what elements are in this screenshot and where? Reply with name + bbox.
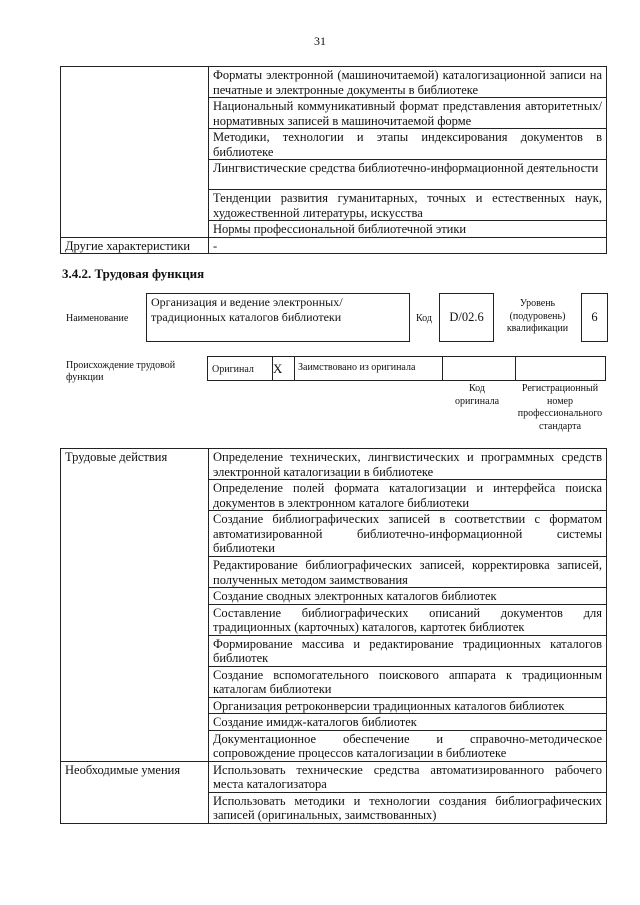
action-item: Создание библиографических записей в соответствии с форматом автоматизированной библиотечно-информационной системы библиотеки	[209, 511, 607, 557]
action-item: Создание сводных электронных каталогов библиотек	[209, 588, 607, 605]
skills-label: Необходимые умения	[61, 761, 209, 823]
knowledge-item: Нормы профессиональной библиотечной этики	[209, 221, 607, 238]
knowledge-item: Форматы электронной (машиночитаемой) каталогизационной записи на печатные и электронные документы в библиотеке	[209, 67, 607, 98]
level-box	[581, 293, 608, 342]
page-number: 31	[314, 34, 326, 48]
function-name-value: Организация и ведение электронных/традиционных каталогов библиотеки	[151, 295, 343, 324]
origin-label: Происхождение трудовой функции	[66, 360, 176, 383]
borrowed-label: Заимствовано из оригинала	[298, 362, 416, 373]
level-value: 6	[591, 310, 598, 324]
action-item: Организация ретроконверсии традиционных каталогов библиотек	[209, 697, 607, 714]
skill-item: Использовать методики и технологии создания библиографических записей (оригинальных, заимствованных)	[209, 792, 607, 823]
reg-number-caption: Регистрационный номер профессионального стандарта	[517, 383, 603, 432]
table-label-cell	[61, 67, 209, 238]
action-item: Определение полей формата каталогизации и интерфейса поиска документов в электронном каталоге библиотеки	[209, 480, 607, 511]
other-characteristics-value: -	[209, 237, 607, 254]
knowledge-table-continued	[60, 66, 607, 254]
action-item: Составление библиографических описаний документов для традиционных (карточных) каталогов, картотек библиотек	[209, 604, 607, 635]
code-label: Код	[416, 313, 432, 324]
skill-item: Использовать технические средства автоматизированного рабочего места каталогизатора	[209, 761, 607, 792]
code-box	[439, 293, 494, 342]
original-mark: X	[273, 361, 283, 376]
action-item: Документационное обеспечение и справочно-методическое сопровождение процессов каталогизации в библиотеке	[209, 730, 607, 761]
action-item: Создание имидж-каталогов библиотек	[209, 714, 607, 731]
action-item: Формирование массива и редактирование традиционных каталогов библиотек	[209, 635, 607, 666]
knowledge-item: Методики, технологии и этапы индексирования документов в библиотеке	[209, 129, 607, 160]
action-item: Редактирование библиографических записей, корректировка записей, полученных методом заимствования	[209, 557, 607, 588]
actions-label: Трудовые действия	[61, 449, 209, 762]
action-item: Определение технических, лингвистических и программных средств электронной каталогизации в библиотеке	[209, 449, 607, 480]
other-characteristics-label: Другие характеристики	[61, 237, 209, 254]
function-name-box	[146, 293, 410, 342]
code-value: D/02.6	[449, 310, 484, 324]
action-item: Создание вспомогательного поискового аппарата к традиционным каталогам библиотеки	[209, 666, 607, 697]
knowledge-item: Тенденции развития гуманитарных, точных и естественных наук, художественной литературы, искусства	[209, 190, 607, 221]
level-label: Уровень (подуровень) квалификации	[506, 298, 569, 334]
knowledge-item: Лингвистические средства библиотечно-информационной деятельности	[209, 160, 607, 190]
section-title: 3.4.2. Трудовая функция	[62, 266, 205, 281]
knowledge-item: Национальный коммуникативный формат представления авторитетных/нормативных записей в машиночитаемой форме	[209, 98, 607, 129]
code-original-caption: Код оригинала	[454, 383, 500, 407]
name-label: Наименование	[66, 313, 129, 324]
original-label: Оригинал	[212, 364, 254, 375]
labor-function-table	[60, 448, 607, 824]
